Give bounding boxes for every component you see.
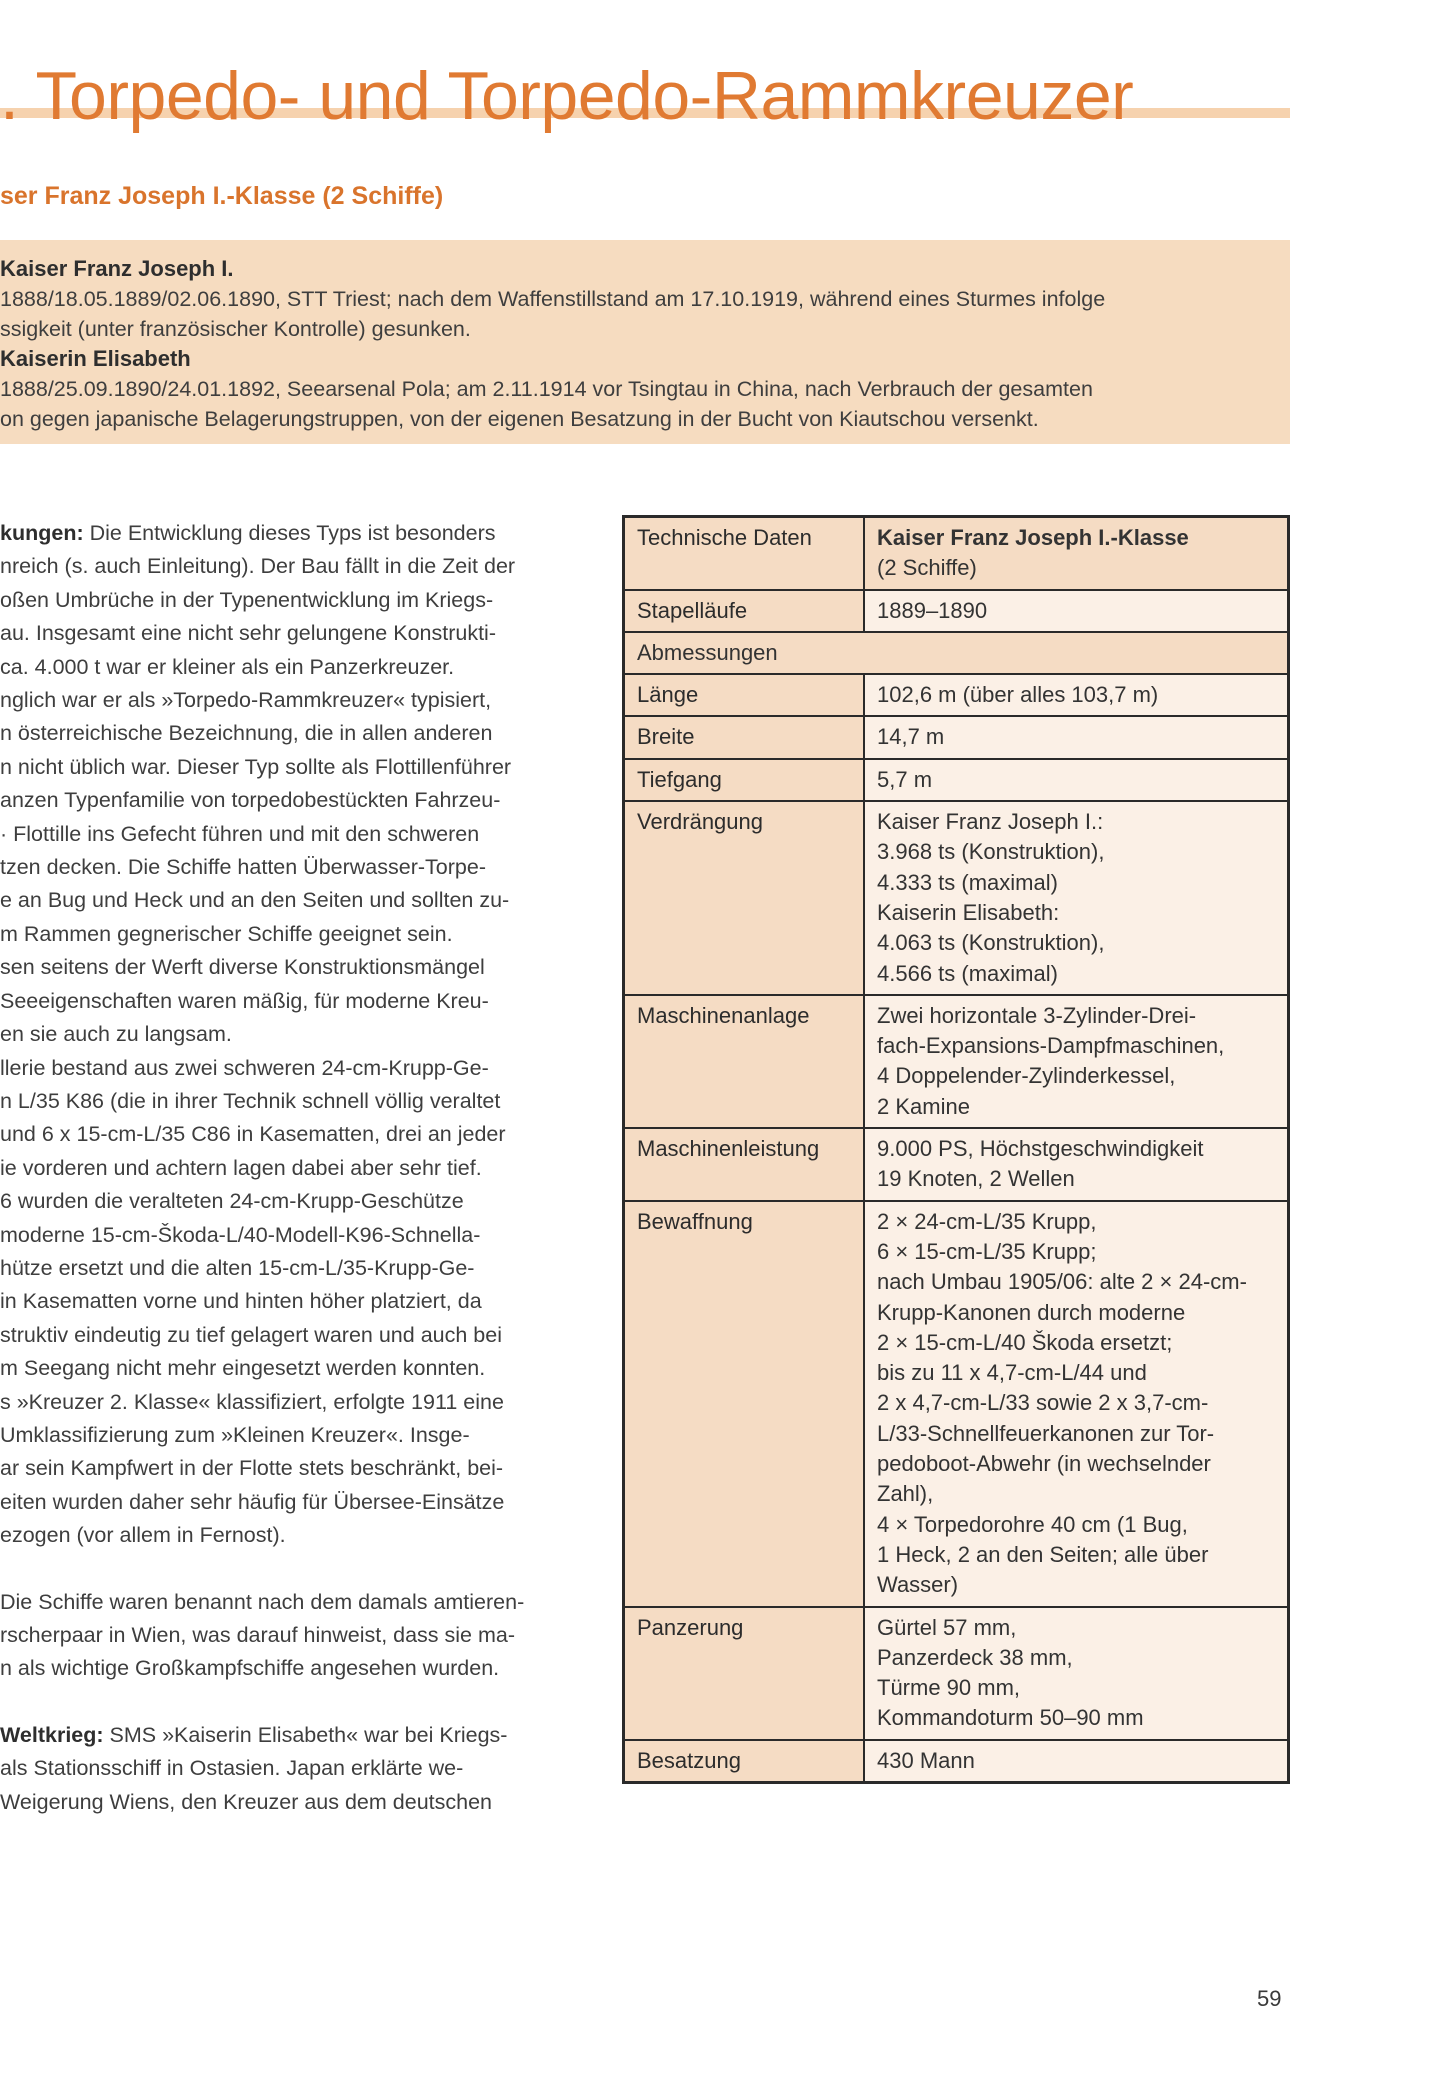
paragraph-label: kungen: — [0, 521, 84, 545]
table-row-stapellaeufe — [624, 590, 1289, 632]
row-value: 102,6 m (über alles 103,7 m) — [864, 674, 1289, 716]
body-line: · Flottille ins Gefecht führen und mit den schweren — [0, 821, 480, 846]
ship-history-line: 1888/18.05.1889/02.06.1890, STT Triest; nach dem Waffenstillstand am 17.10.1919, während eines Sturmes infolge — [0, 287, 1106, 311]
table-row-besatzung — [624, 1740, 1289, 1783]
row-value: 14,7 m — [864, 716, 1289, 758]
body-line: s »Kreuzer 2. Klasse« klassifiziert, erfolgte 1911 eine — [0, 1389, 504, 1414]
row-value: 5,7 m — [864, 759, 1289, 801]
technical-data-table — [622, 515, 1290, 1784]
row-label: Stapelläufe — [624, 590, 865, 632]
body-line: Weigerung Wiens, den Kreuzer aus dem deutschen — [0, 1789, 492, 1814]
body-line: eiten wurden daher sehr häufig für Übersee-Einsätze — [0, 1489, 505, 1514]
row-label: Panzerung — [624, 1607, 865, 1740]
body-line: e an Bug und Heck und an den Seiten und sollten zu- — [0, 888, 510, 913]
body-line: ar sein Kampfwert in der Flotte stets beschränkt, bei- — [0, 1456, 504, 1481]
table-header-value: Kaiser Franz Joseph I.-Klasse (2 Schiffe) — [864, 517, 1289, 590]
body-line: rscherpaar in Wien, was darauf hinweist, dass sie ma- — [0, 1623, 516, 1647]
row-label: Besatzung — [624, 1740, 865, 1783]
body-line: m Seegang nicht mehr eingesetzt werden konnten. — [0, 1356, 486, 1381]
table-row-bewaffnung — [624, 1201, 1289, 1607]
body-line: ca. 4.000 t war er kleiner als ein Panzerkreuzer. — [0, 654, 455, 679]
ship-entry-kaiser-franz-joseph — [0, 254, 1276, 344]
table-row-maschinenleistung — [624, 1128, 1289, 1201]
table-row-header — [624, 517, 1289, 590]
chapter-title: . Torpedo- und Torpedo-Rammkreuzer — [0, 58, 1134, 134]
row-value: Kaiser Franz Joseph I.: 3.968 ts (Konstruktion), 4.333 ts (maximal) Kaiserin Elisabeth: 4.063 ts (Konstruktion), 4.566 ts (maximal) — [864, 801, 1289, 995]
row-label: Maschinenleistung — [624, 1128, 865, 1201]
body-line: nglich war er als »Torpedo-Rammkreuzer« typisiert, — [0, 688, 492, 713]
body-line: ezogen (vor allem in Fernost). — [0, 1523, 286, 1548]
row-value: 9.000 PS, Höchstgeschwindigkeit 19 Knoten, 2 Wellen — [864, 1128, 1289, 1201]
paragraph-gap — [0, 1553, 583, 1586]
row-value: 2 × 24-cm-L/35 Krupp, 6 × 15-cm-L/35 Krupp; nach Umbau 1905/06: alte 2 × 24-cm- Krupp-Kanonen durch moderne 2 × 15-cm-L/40 Škoda ersetzt; bis zu 11 x 4,7-cm-L/44 und 2 x 4,7-cm-L/33 sowie 2 x 3,7-cm- L/33-Schnellfeuerkanonen zur Tor- pedoboot-Abwehr (in wechselnder Zahl), 4 × Torpedorohre 40 cm (1 Bug, 1 Heck, 2 an den Seiten; alle über Wasser) — [864, 1201, 1289, 1607]
row-label: Breite — [624, 716, 865, 758]
paragraph-gap — [0, 1686, 583, 1719]
table-row-breite — [624, 716, 1289, 758]
body-line: oßen Umbrüche in der Typenentwicklung im Kriegs- — [0, 587, 494, 612]
row-label: Bewaffnung — [624, 1201, 865, 1607]
table-row-laenge — [624, 674, 1289, 716]
body-line: nreich (s. auch Einleitung). Der Bau fällt in die Zeit der — [0, 554, 516, 579]
body-line: sen seitens der Werft diverse Konstruktionsmängel — [0, 955, 485, 980]
ship-entry-kaiserin-elisabeth — [0, 344, 1276, 434]
paragraph-label: Weltkrieg: — [0, 1722, 104, 1747]
body-line: 6 wurden die veralteten 24-cm-Krupp-Geschütze — [0, 1189, 464, 1214]
class-heading: ser Franz Joseph I.-Klasse (2 Schiffe) — [0, 182, 444, 210]
body-line: m Rammen gegnerischer Schiffe geeignet sein. — [0, 921, 453, 946]
ship-history-line: 1888/25.09.1890/24.01.1892, Seearsenal Pola; am 2.11.1914 vor Tsingtau in China, nach Verbrauch der gesamten — [0, 377, 1093, 401]
row-value: Gürtel 57 mm, Panzerdeck 38 mm, Türme 90 mm, Kommandoturm 50–90 mm — [864, 1607, 1289, 1740]
body-line: llerie bestand aus zwei schweren 24-cm-Krupp-Ge- — [0, 1055, 489, 1080]
body-text-column — [0, 517, 583, 1819]
table-row-maschinenanlage — [624, 995, 1289, 1128]
body-line: struktiv eindeutig zu tief gelagert waren und auch bei — [0, 1322, 502, 1347]
body-line: als Stationsschiff in Ostasien. Japan erklärte we- — [0, 1756, 464, 1781]
body-line: n österreichische Bezeichnung, die in allen anderen — [0, 721, 493, 746]
table-row-panzerung — [624, 1607, 1289, 1740]
body-line: anzen Typenfamilie von torpedobestückten Fahrzeu- — [0, 788, 501, 813]
body-line: en sie auch zu langsam. — [0, 1022, 232, 1047]
body-line: Seeeigenschaften waren mäßig, für moderne Kreu- — [0, 988, 489, 1013]
ship-name: Kaiserin Elisabeth — [0, 346, 191, 371]
page-number: 59 — [1257, 1986, 1282, 2011]
body-line: n nicht üblich war. Dieser Typ sollte als Flottillenführer — [0, 754, 512, 779]
ship-history-line: ssigkeit (unter französischer Kontrolle) gesunken. — [0, 317, 471, 341]
body-line: moderne 15-cm-Škoda-L/40-Modell-K96-Schnella- — [0, 1222, 481, 1247]
body-line: Die Schiffe waren benannt nach dem damals amtieren- — [0, 1589, 525, 1614]
row-label: Tiefgang — [624, 759, 865, 801]
row-label: Verdrängung — [624, 801, 865, 995]
paragraph-remarks — [0, 550, 583, 1552]
ships-info-box — [0, 240, 1290, 444]
body-line: au. Insgesamt eine nicht sehr gelungene Konstrukti- — [0, 621, 496, 646]
body-line: und 6 x 15-cm-L/35 C86 in Kasematten, drei an jeder — [0, 1122, 506, 1147]
table-row-tiefgang — [624, 759, 1289, 801]
row-value: Zwei horizontale 3-Zylinder-Drei- fach-Expansions-Dampfmaschinen, 4 Doppelender-Zylinderkessel, 2 Kamine — [864, 995, 1289, 1128]
row-value: 430 Mann — [864, 1740, 1289, 1783]
row-value: 1889–1890 — [864, 590, 1289, 632]
ship-history-line: on gegen japanische Belagerungstruppen, von der eigenen Besatzung in der Bucht von Kiautschou versenkt. — [0, 407, 1039, 431]
section-label: Abmessungen — [624, 632, 1289, 674]
body-line: hütze ersetzt und die alten 15-cm-L/35-Krupp-Ge- — [0, 1255, 475, 1280]
row-label: Maschinenanlage — [624, 995, 865, 1128]
body-line: n L/35 K86 (die in ihrer Technik schnell völlig veraltet — [0, 1088, 501, 1113]
body-line: Weltkrieg: SMS »Kaiserin Elisabeth« war bei Kriegs- — [0, 1722, 508, 1747]
ship-name: Kaiser Franz Joseph I. — [0, 256, 234, 281]
table-row-verdraengung — [624, 801, 1289, 995]
table-header-label: Technische Daten — [624, 517, 865, 590]
body-line: ie vorderen und achtern lagen dabei aber sehr tief. — [0, 1155, 482, 1180]
body-line: Umklassifizierung zum »Kleinen Kreuzer«. Insge- — [0, 1422, 470, 1447]
body-line: in Kasematten vorne und hinten höher platziert, da — [0, 1289, 482, 1314]
row-label: Länge — [624, 674, 865, 716]
body-line: n als wichtige Großkampfschiffe angesehen wurden. — [0, 1656, 500, 1681]
table-row-abmessungen — [624, 632, 1289, 674]
paragraph-names — [0, 1586, 583, 1686]
body-line: kungen: Die Entwicklung dieses Typs ist besonders — [0, 521, 496, 545]
body-line: tzen decken. Die Schiffe hatten Überwasser-Torpe- — [0, 855, 486, 880]
